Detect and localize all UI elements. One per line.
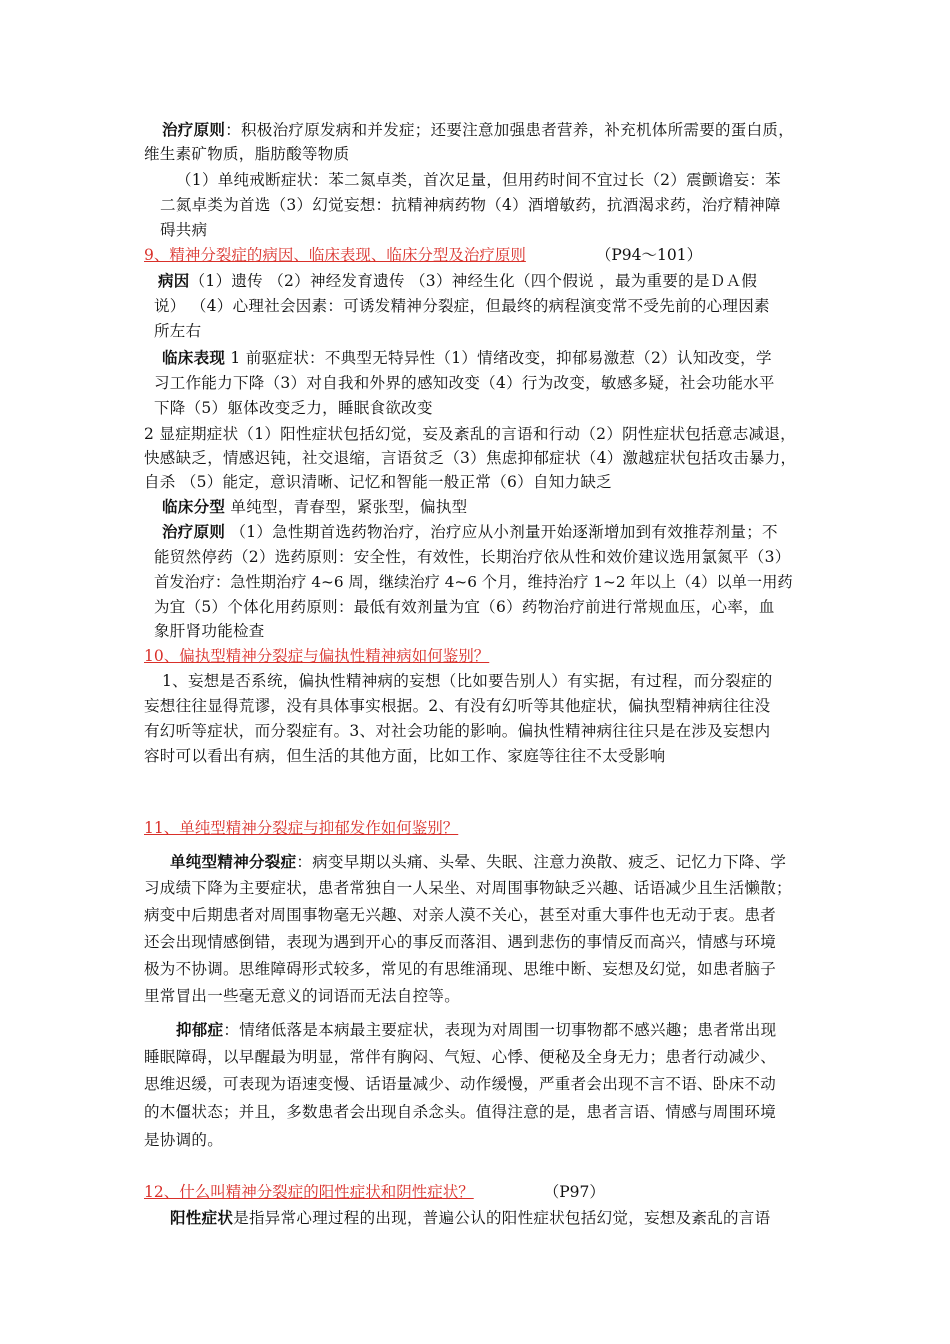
alcohol-items-line-1: （1）单纯戒断症状：苯二氮卓类，首次足量，但用药时间不宜过长（2）震颤谵妄：苯 (176, 171, 781, 189)
section-12-heading (144, 1181, 605, 1203)
symptom-line-3: 自杀 （5）能定，意识清晰、记忆和智能一般正常（6）自知力缺乏 (144, 473, 612, 491)
clinical-line-3: 下降（5）躯体改变乏力，睡眠食欲改变 (154, 399, 433, 417)
depression-line-4: 的木僵状态；并且，多数患者会出现自杀念头。值得注意的是，患者言语、情感与周围环境 (144, 1103, 777, 1121)
simple-type-line-5: 极为不协调。思维障碍形式较多，常见的有思维涌现、思维中断、妄想及幻觉，如患者脑子 (144, 960, 777, 978)
section-12-page-ref: （P97） (543, 1183, 605, 1201)
treatment-principle-label: 治疗原则 (162, 120, 226, 139)
section-11-heading (144, 817, 458, 839)
section-9-title: 9、精神分裂症的病因、临床表现、临床分型及治疗原则 (144, 246, 526, 264)
treatment-line-3: 首发治疗：急性期治疗 4~6 周，继续治疗 4~6 个月，维持治疗 1~2 年以上（4）以单一用药 (154, 573, 793, 591)
section-10-line-1: 1、妄想是否系统，偏执性精神病的妄想（比如要告别人）有实据，有过程，而分裂症的 (162, 672, 773, 690)
treatment-line-5: 象肝肾功能检查 (154, 622, 265, 640)
positive-symptom-label: 阳性症状 (170, 1208, 234, 1227)
cause-label: 病因 (158, 271, 190, 290)
simple-type-label: 单纯型精神分裂症 (170, 852, 297, 871)
section-10-line-4: 容时可以看出有病，但生活的其他方面，比如工作、家庭等往往不太受影响 (144, 747, 666, 765)
treatment-principle-line-2: 维生素矿物质，脂肪酸等物质 (144, 145, 350, 163)
treatment-principle-line-1: 治疗原则：积极治疗原发病和并发症；还要注意加强患者营养，补充机体所需要的蛋白质， (162, 120, 795, 139)
simple-type-line-2: 习成绩下降为主要症状，患者常独自一人呆坐、对周围事物缺乏兴趣、话语减少且生活懒散； (144, 879, 792, 897)
depression-line-3: 思维迟缓，可表现为语速变慢、话语量减少、动作缓慢，严重者会出现不言不语、卧床不动 (144, 1075, 777, 1093)
positive-symptom-line-1: 阳性症状是指异常心理过程的出现，普遍公认的阳性症状包括幻觉，妄想及紊乱的言语 (170, 1208, 771, 1227)
simple-type-line-3: 病变中后期患者对周围事物毫无兴趣、对亲人漠不关心，甚至对重大事件也无动于衷。患者 (144, 906, 777, 924)
alcohol-items-line-3: 碍共病 (160, 221, 208, 239)
section-9-heading (144, 244, 702, 266)
clinical-line-2: 习工作能力下降（3）对自我和外界的感知改变（4）行为改变，敏感多疑，社会功能水平 (154, 374, 775, 392)
simple-type-line-4: 还会出现情感倒错，表现为遇到开心的事反而落泪、遇到悲伤的事情反而高兴，情感与环境 (144, 933, 777, 951)
depression-label: 抑郁症 (176, 1020, 224, 1039)
section-12-title: 12、什么叫精神分裂症的阳性症状和阴性症状？ (144, 1183, 474, 1201)
section-10-title: 10、偏执型精神分裂症与偏执性精神病如何鉴别？ (144, 647, 490, 665)
depression-line-5: 是协调的。 (144, 1131, 224, 1149)
cause-line-1: 病因（1）遗传 （2）神经发育遗传 （3）神经生化（四个假说 ，最为重要的是ＤＡ假 (158, 271, 758, 290)
depression-line-2: 睡眠障碍，以早醒最为明显，常伴有胸闷、气短、心悸、便秘及全身无力；患者行动减少、 (144, 1048, 777, 1066)
alcohol-items-line-2: 二氮卓类为首选（3）幻觉妄想：抗精神病药物（4）酒增敏药，抗酒渴求药，治疗精神障 (160, 196, 781, 214)
section-9-page-ref: （P94～101） (595, 246, 703, 264)
treatment-line-1: 治疗原则 （1）急性期首选药物治疗，治疗应从小剂量开始逐渐增加到有效推荐剂量；不 (162, 522, 778, 541)
cause-line-2: 说） （4）心理社会因素：可诱发精神分裂症，但最终的病程演变常不受先前的心理因素 (154, 297, 770, 315)
clinical-line-1: 临床表现 1 前驱症状：不典型无特异性（1）情绪改变，抑郁易激惹（2）认知改变，学 (162, 348, 772, 367)
depression-line-1: 抑郁症：情绪低落是本病最主要症状，表现为对周围一切事物都不感兴趣；患者常出现 (176, 1020, 777, 1039)
symptom-line-2: 快感缺乏，情感迟钝，社交退缩，言语贫乏（3）焦虑抑郁症状（4）激越症状包括攻击暴力， (144, 449, 797, 467)
treatment-line-4: 为宜（5）个体化用药原则：最低有效剂量为宜（6）药物治疗前进行常规血压，心率，血 (154, 598, 775, 616)
simple-type-line-6: 里常冒出一些毫无意义的词语而无法自控等。 (144, 987, 461, 1005)
cause-line-3: 所左右 (154, 322, 202, 340)
section-10-line-3: 有幻听等症状，而分裂症有。3、对社会功能的影响。偏执性精神病往往只是在涉及妄想内 (144, 722, 771, 740)
simple-type-line-1: 单纯型精神分裂症：病变早期以头痛、头晕、失眠、注意力涣散、疲乏、记忆力下降、学 (170, 852, 787, 871)
treatment-label: 治疗原则 (162, 522, 226, 541)
clinical-label: 临床表现 (162, 348, 226, 367)
section-11-title: 11、单纯型精神分裂症与抑郁发作如何鉴别？ (144, 819, 459, 837)
treatment-line-2: 能贸然停药（2）选药原则：安全性，有效性，长期治疗依从性和效价建议选用氯氮平（3） (154, 548, 791, 566)
section-10-heading (144, 645, 489, 667)
symptom-line-1: 2 显症期症状（1）阳性症状包括幻觉，妄及紊乱的言语和行动（2）阴性症状包括意志减退， (144, 425, 796, 443)
section-10-line-2: 妄想往往显得荒谬，没有具体事实根据。2、有没有幻听等其他症状，偏执型精神病往往没 (144, 697, 771, 715)
clinical-type-line: 临床分型 单纯型，青春型，紧张型，偏执型 (162, 497, 468, 516)
clinical-type-label: 临床分型 (162, 497, 226, 516)
